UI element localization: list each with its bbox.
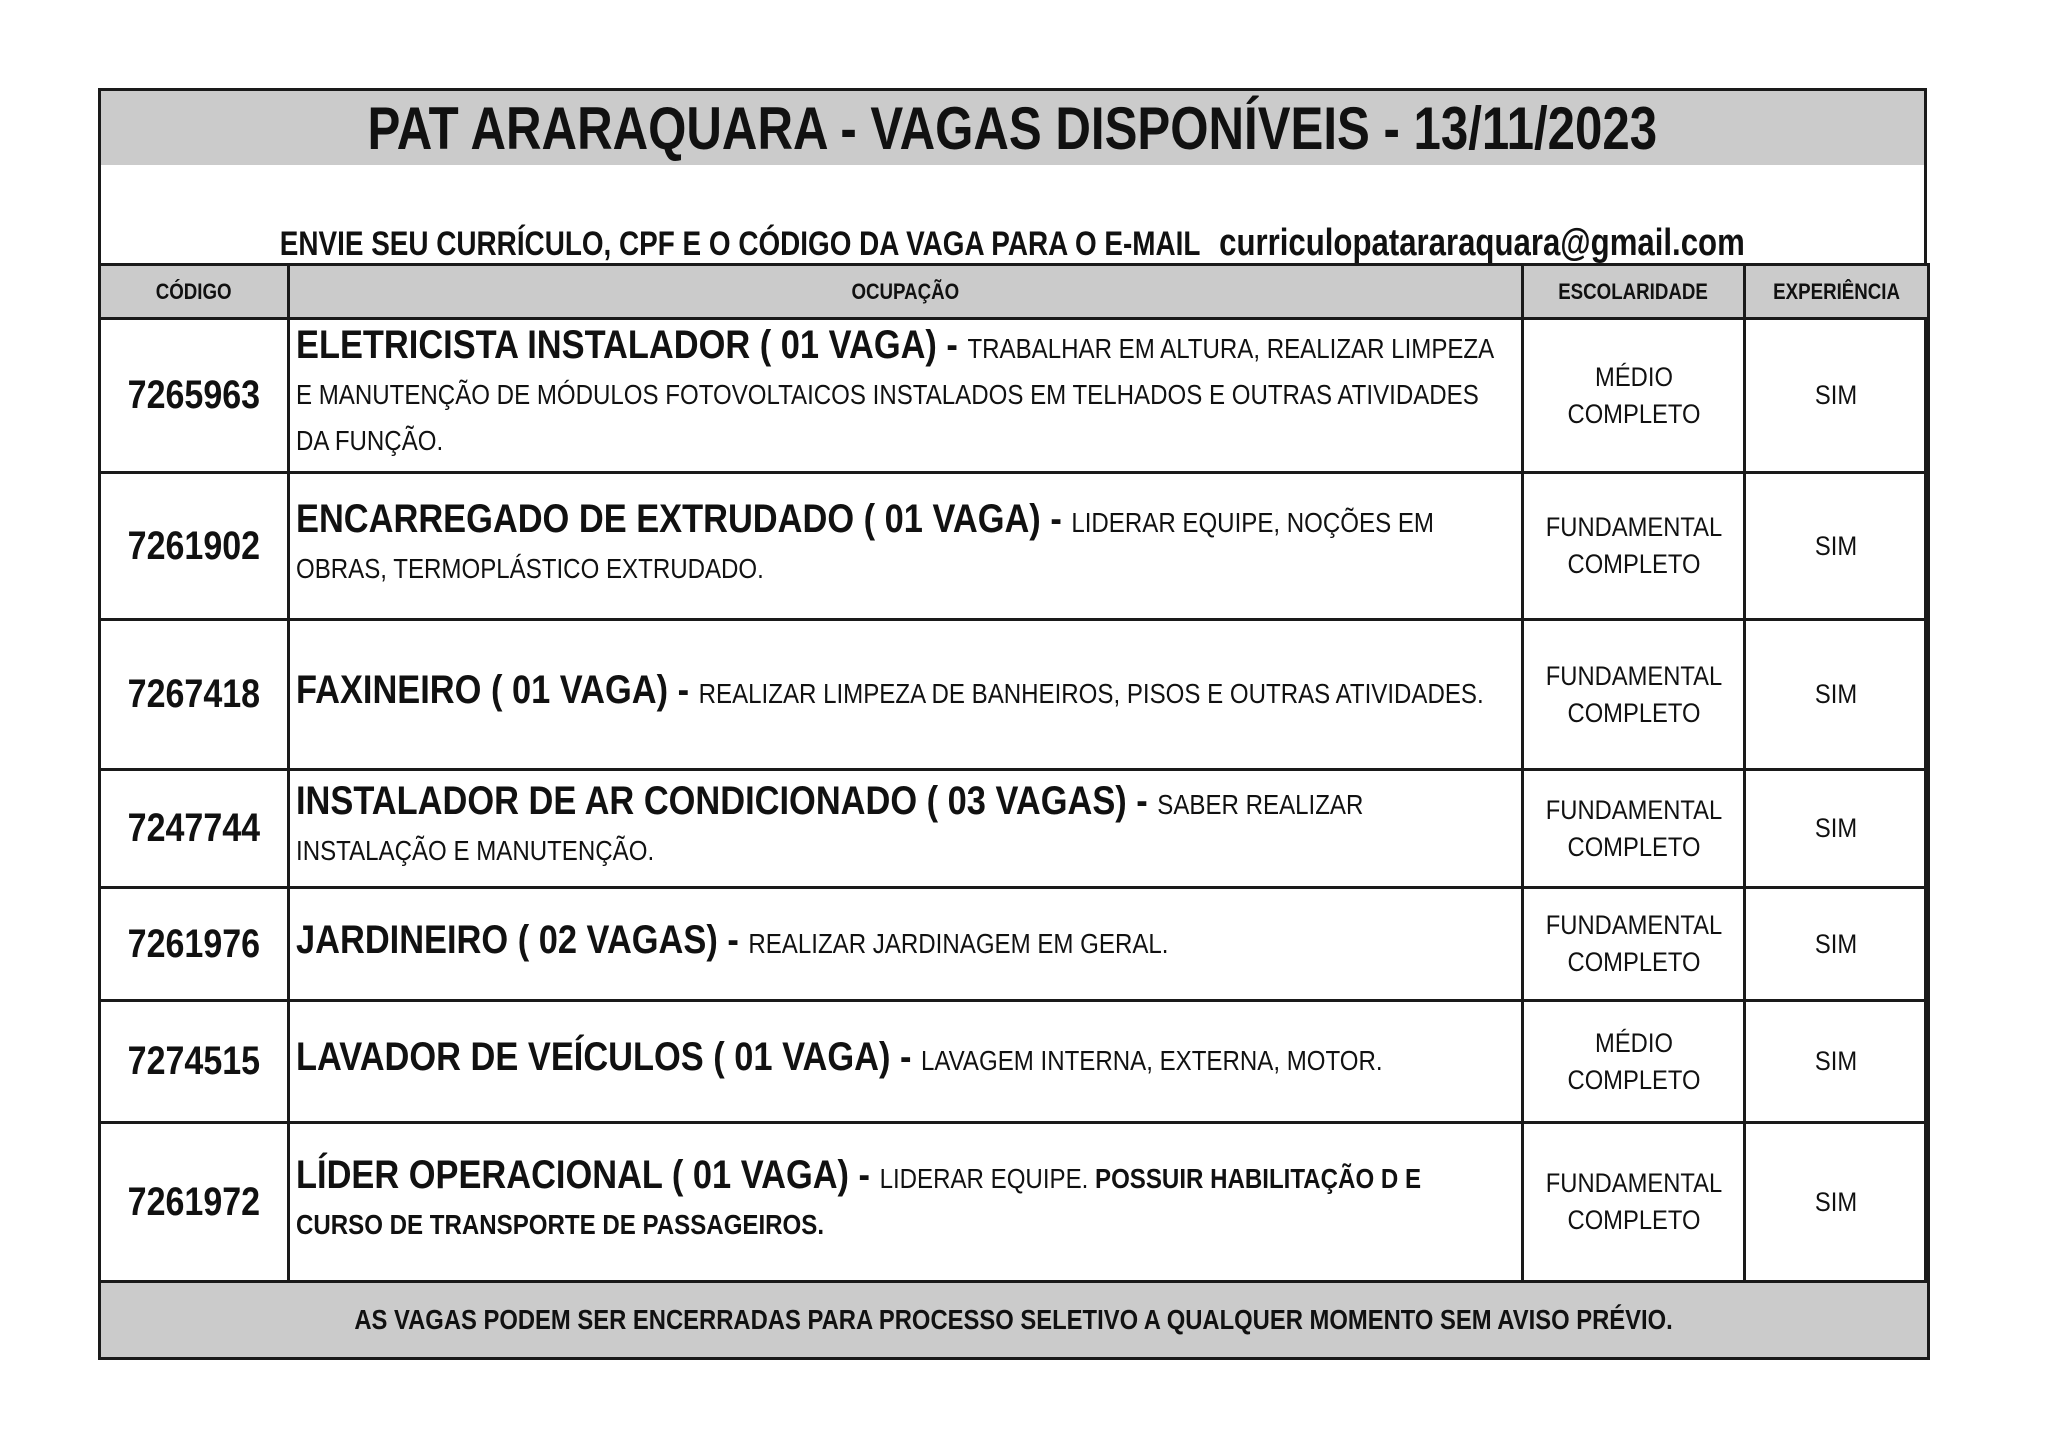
job-description: LIDERAR EQUIPE, NOÇÕES EM OBRAS, TERMOPLÁSTICO EXTRUDADO. (296, 506, 1434, 584)
job-description: TRABALHAR EM ALTURA, REALIZAR LIMPEZA E MANUTENÇÃO DE MÓDULOS FOTOVOLTAICOS INSTALADOS EM TELHADOS E OUTRAS ATIVIDADES DA FUNÇÃO. (296, 333, 1493, 456)
job-requirement: POSSUIR HABILITAÇÃO D E CURSO DE TRANSPORTE DE PASSAGEIROS. (296, 1162, 1422, 1240)
job-title: LÍDER OPERACIONAL ( 01 VAGA) - (296, 1152, 880, 1197)
job-code: 7247744 (100, 770, 289, 888)
column-header-experience: EXPERIÊNCIA (1745, 265, 1929, 319)
job-title: JARDINEIRO ( 02 VAGAS) - (296, 917, 749, 962)
job-experience: SIM (1745, 770, 1929, 888)
job-description: SABER REALIZAR INSTALAÇÃO E MANUTENÇÃO. (296, 789, 1364, 866)
table-row (100, 1123, 1929, 1282)
instruction-line (101, 221, 1924, 266)
job-description: LAVAGEM INTERNA, EXTERNA, MOTOR. (920, 1045, 1383, 1076)
job-description: REALIZAR LIMPEZA DE BANHEIROS, PISOS E OUTRAS ATIVIDADES. (698, 678, 1484, 709)
title-band (101, 91, 1924, 165)
job-code: 7261972 (100, 1123, 289, 1282)
footer-row (100, 1282, 1929, 1359)
job-title: LAVADOR DE VEÍCULOS ( 01 VAGA) - (296, 1035, 921, 1079)
job-education: FUNDAMENTAL COMPLETO (1523, 770, 1745, 888)
job-title: ELETRICISTA INSTALADOR ( 01 VAGA) - (296, 323, 968, 367)
job-description: REALIZAR JARDINAGEM EM GERAL. (748, 927, 1169, 959)
column-header-code: CÓDIGO (100, 265, 289, 319)
job-code: 7261902 (100, 473, 289, 620)
table-row (100, 620, 1929, 770)
email-link[interactable]: curriculopatararaquara@gmail.com (1219, 222, 1745, 264)
table-row (100, 319, 1929, 473)
job-occupation (289, 319, 1523, 473)
instruction-text (280, 222, 1745, 265)
job-code: 7267418 (100, 620, 289, 770)
job-experience: SIM (1745, 319, 1929, 473)
job-education: MÉDIO COMPLETO (1523, 1001, 1745, 1123)
column-header-occupation: OCUPAÇÃO (289, 265, 1523, 319)
job-experience: SIM (1745, 1123, 1929, 1282)
job-code: 7274515 (100, 1001, 289, 1123)
job-title: FAXINEIRO ( 01 VAGA) - (296, 668, 699, 712)
job-title: INSTALADOR DE AR CONDICIONADO ( 03 VAGAS) - (296, 779, 1158, 823)
job-experience: SIM (1745, 888, 1929, 1001)
table-row (100, 473, 1929, 620)
table-header-row (100, 265, 1929, 319)
job-education: MÉDIO COMPLETO (1523, 319, 1745, 473)
job-education: FUNDAMENTAL COMPLETO (1523, 1123, 1745, 1282)
job-occupation (289, 473, 1523, 620)
column-header-education: ESCOLARIDADE (1523, 265, 1745, 319)
table-row (100, 888, 1929, 1001)
page-title: PAT ARARAQUARA - VAGAS DISPONÍVEIS - 13/11/2023 (367, 94, 1658, 162)
job-education: FUNDAMENTAL COMPLETO (1523, 473, 1745, 620)
job-code: 7265963 (100, 319, 289, 473)
job-title: ENCARREGADO DE EXTRUDADO ( 01 VAGA) - (296, 496, 1072, 541)
job-education: FUNDAMENTAL COMPLETO (1523, 888, 1745, 1001)
table-row (100, 1001, 1929, 1123)
job-experience: SIM (1745, 1001, 1929, 1123)
footer-notice: AS VAGAS PODEM SER ENCERRADAS PARA PROCESSO SELETIVO A QUALQUER MOMENTO SEM AVISO PRÉVIO. (100, 1282, 1929, 1359)
job-occupation (289, 1001, 1523, 1123)
job-occupation (289, 770, 1523, 888)
vacancies-table (98, 263, 1930, 1360)
job-occupation (289, 620, 1523, 770)
job-education: FUNDAMENTAL COMPLETO (1523, 620, 1745, 770)
job-description: LIDERAR EQUIPE. (879, 1162, 1096, 1194)
job-code: 7261976 (100, 888, 289, 1001)
job-occupation (289, 1123, 1523, 1282)
job-experience: SIM (1745, 473, 1929, 620)
job-experience: SIM (1745, 620, 1929, 770)
job-occupation (289, 888, 1523, 1001)
table-row (100, 770, 1929, 888)
job-listing-sheet (98, 88, 1927, 1357)
instruction-label: ENVIE SEU CURRÍCULO, CPF E O CÓDIGO DA VAGA PARA O E-MAIL (279, 225, 1201, 263)
